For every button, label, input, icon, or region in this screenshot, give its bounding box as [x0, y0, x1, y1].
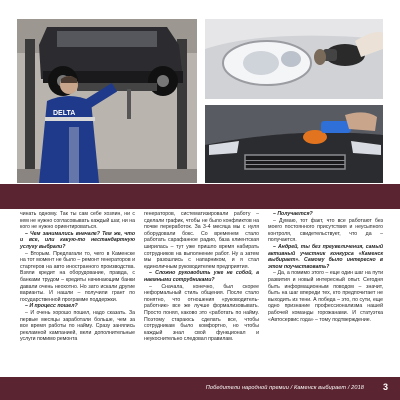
page-footer: [0, 377, 400, 400]
article-column-1: [20, 211, 135, 375]
paragraph: – И очень хорошо пошел, надо сказать. За первые месяцы заработали больше, чем за все время работы по найму. Сразу занялись рекламной кампанией, вели дополнительные услуги помимо ремонта: [20, 309, 135, 343]
paragraph: – Думаю, тот факт, что все работают без моего постоянного присутствия и неусыпного контроля, свидетельствует, что да – получается.: [268, 217, 383, 244]
article-column-2: [144, 211, 259, 375]
photo-mechanic-under-car: [17, 19, 197, 183]
paragraph: генераторов, систематизировали работу – сделали график, чтобы не было конфликтов на почве переработок. За 3-4 месяца мы с нуля оборудовали бокс. Со временем стало работать сарафанное радио, база клиентская ширилась – тут уже пришло время набирать сотрудников на выполнение работ. Ну а затем мы разошлись с напарником, и я стал единоличным руководителем предприятия.: [144, 211, 259, 270]
photo-collage: [0, 0, 400, 184]
paragraph: чинать одному. Так ты сам себе хозяин, ни с кем не нужно согласовывать каждый шаг, ни на кого не нужно ориентироваться.: [20, 211, 135, 231]
interview-question: – Андрей, ты без преувеличения, самый активный участник конкурса «Каменск выбирает». Самому было интересно в этом поучаствовать?: [268, 243, 383, 270]
header-band: [0, 184, 400, 209]
page-number: 3: [382, 382, 388, 392]
photo-headlight-polishing: [205, 19, 383, 99]
paragraph: – Сначала, конечно, был скорее неформальный стиль общения. После стало понятно, что отношения «руководитель-работник» все же лучше формализовывать. Просто понял, каково это «работать по найму. Поэтому стараюсь сделать все, чтобы сотрудникам было комфортно, но чтобы каждый знал свой функционал и неукоснительно следовал правилам.: [144, 283, 259, 343]
jacket-logo: DELTA: [53, 110, 76, 117]
footer-caption: Победители народной премии / Каменск выбирает / 2018: [205, 385, 364, 391]
interview-question: – Получается?: [273, 211, 313, 217]
paragraph: – Да, а помимо этого – еще один шаг на пути развития и новый интересный опыт. Сегодня быть информационным поводом – значит, быть на шаг впереди тех, кто предпочитает не выходить из тени. А победа – это, по сути, еще одно признание профессионализма нашей рабочей команды горожанами. И статуэтка «Автосервис года» – тому подтверждение.: [268, 270, 383, 323]
article-column-3: [268, 211, 383, 375]
interview-question: – И процесс пошел?: [25, 303, 78, 310]
photo-car-polishing: [205, 105, 383, 183]
paragraph: – Вторым. Предлагали то, чего в Каменске на тот момент не было – ремонт генераторов и стартеров на авто иностранного производства. Взяли кредит на оборудование, правда, с банками трудом – кредиты начинающим банки давали очень неохотно. Но зато искали другие варианты. И нашли – получили грант по государственной программе поддержки.: [20, 250, 135, 303]
interview-question: – Чем занимались вначале? Тем же, что и все, или какую-то нестандартную услугу выбрали?: [20, 230, 135, 250]
article-body: [20, 211, 384, 375]
interview-question: – Сложно руководить уже не собой, а наемными сотрудниками?: [144, 270, 259, 283]
